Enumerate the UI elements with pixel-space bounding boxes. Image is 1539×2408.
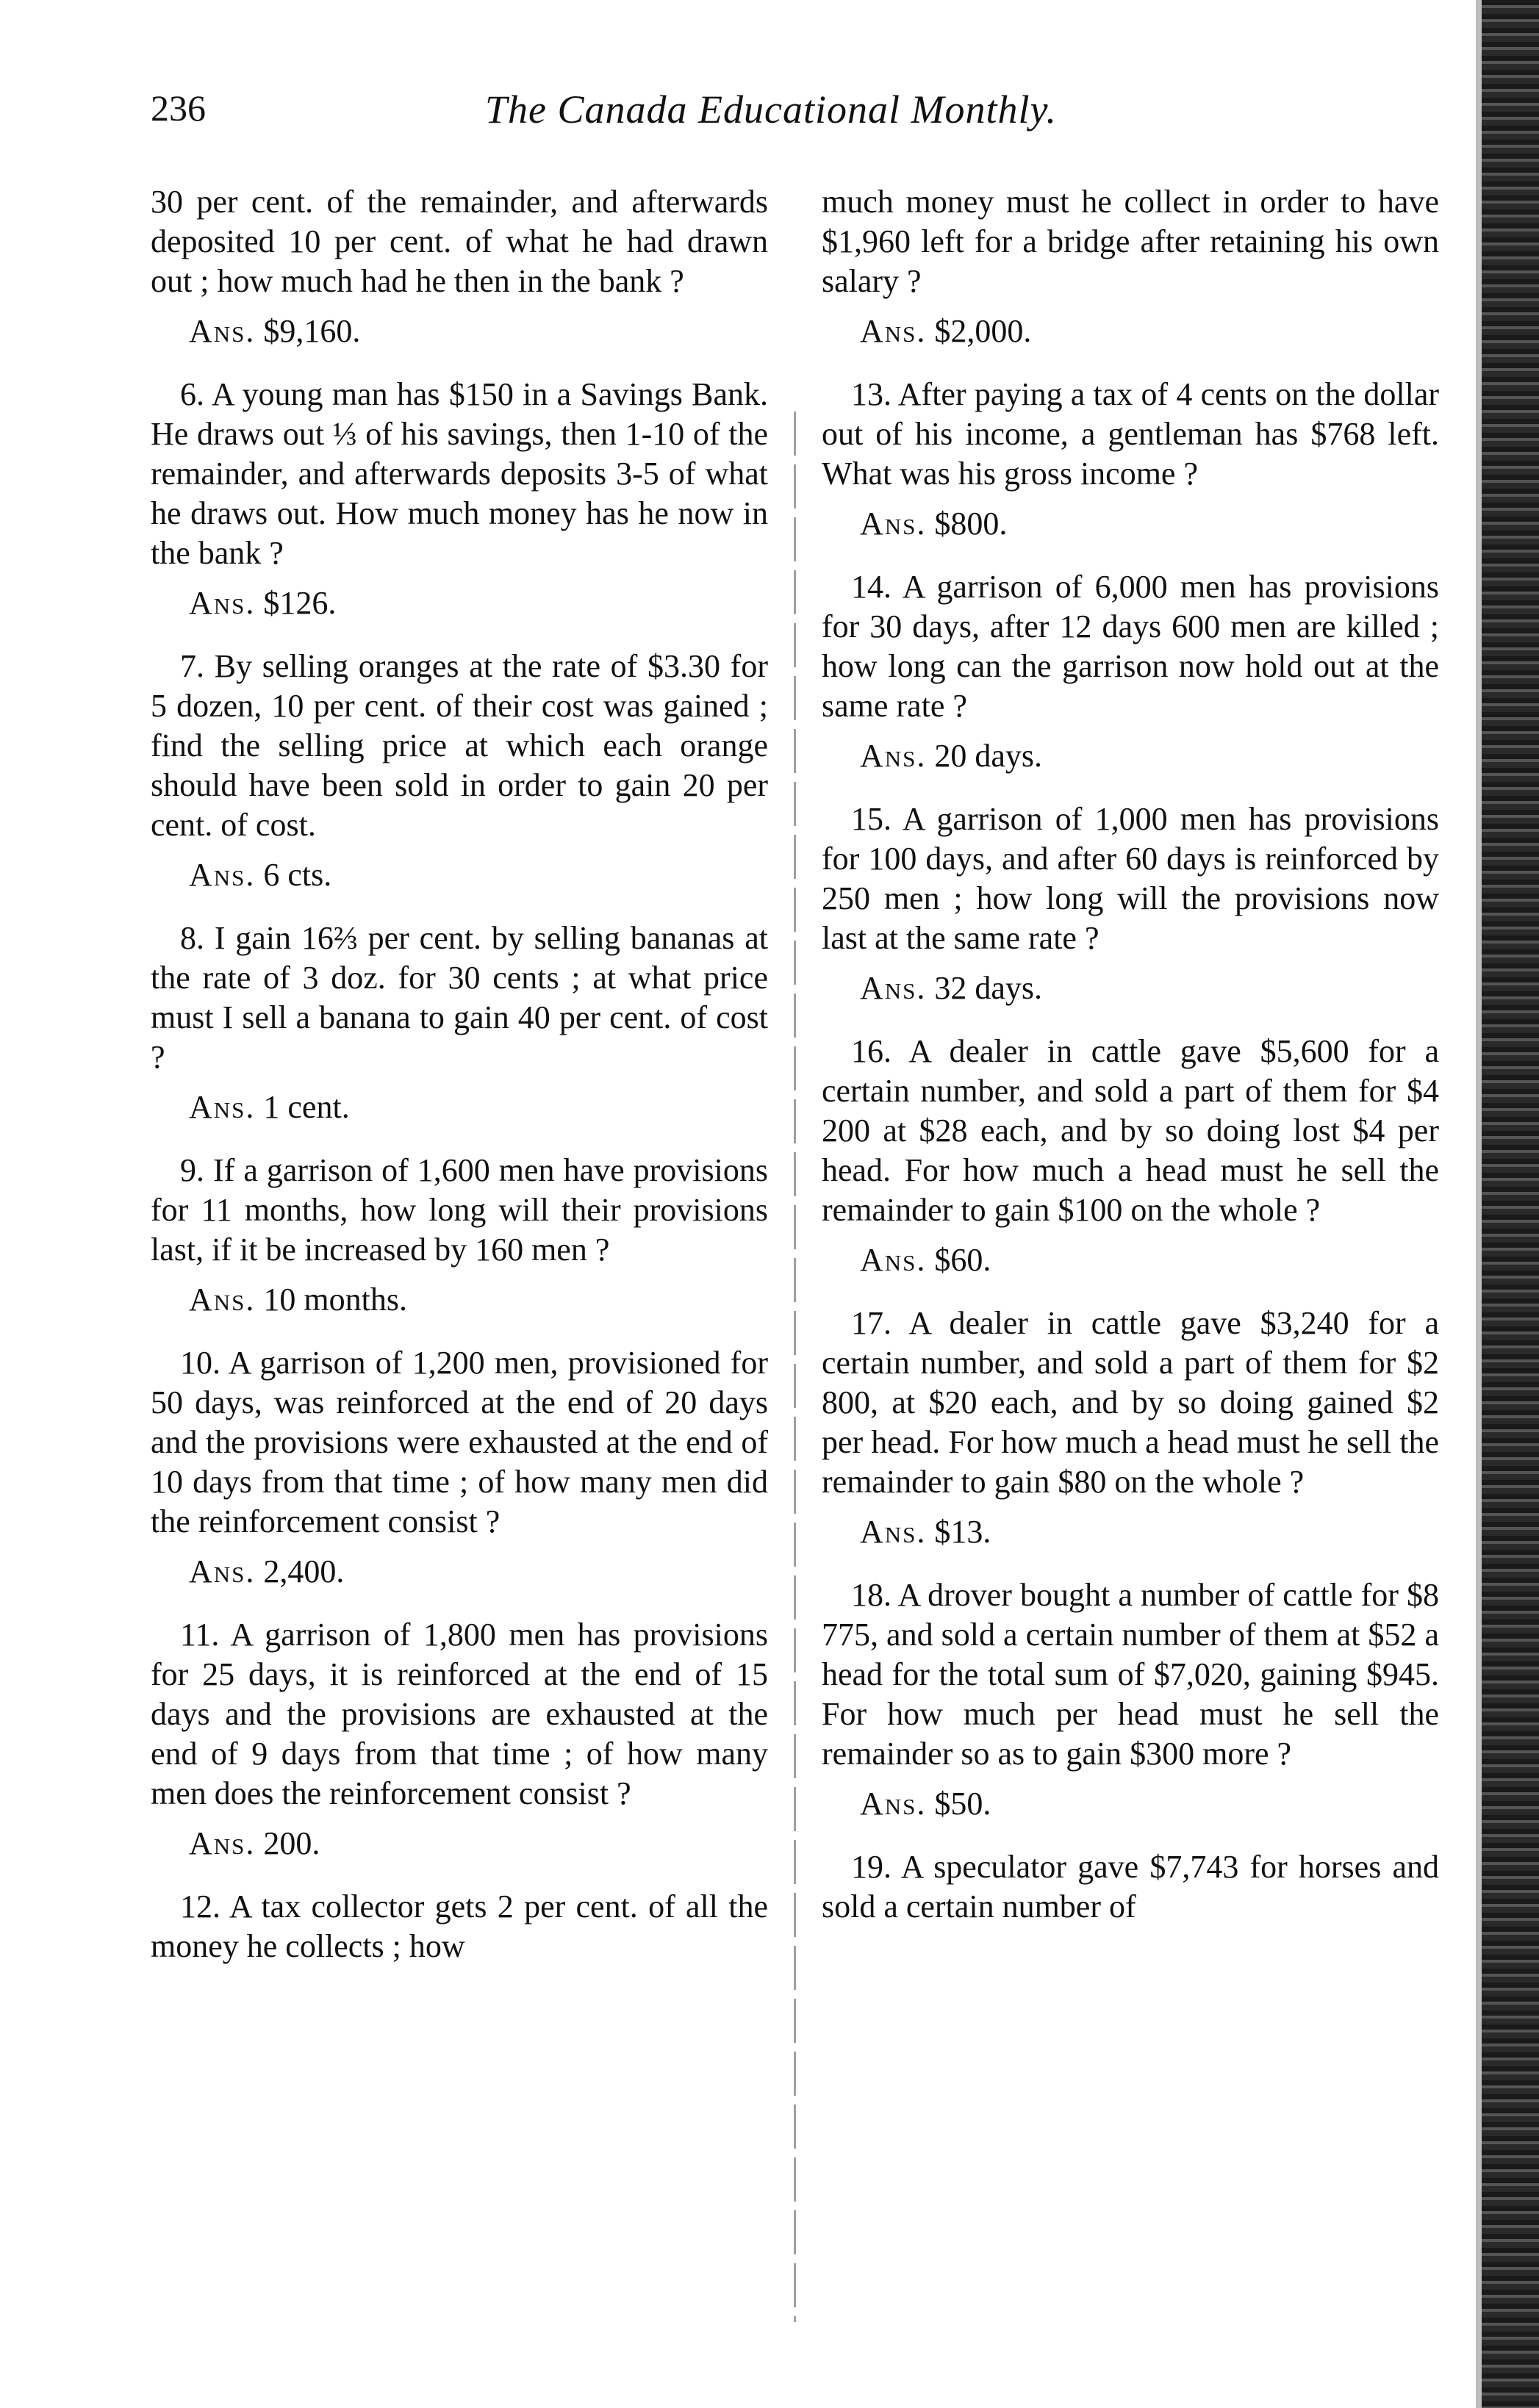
answer-label: Ans.	[189, 1553, 256, 1589]
answer-line	[860, 312, 1439, 351]
answer-line	[860, 736, 1439, 776]
answer-line	[860, 968, 1439, 1008]
answer-label: Ans.	[189, 585, 256, 621]
answer-value: $126.	[263, 585, 337, 621]
column-rule	[794, 411, 796, 2322]
answer-value: $50.	[934, 1786, 991, 1822]
answer-line	[189, 1280, 768, 1320]
answer-label: Ans.	[860, 1786, 927, 1822]
answer-value: 2,400.	[263, 1553, 345, 1589]
answer-value: 10 months.	[263, 1282, 407, 1318]
answer-label: Ans.	[860, 506, 927, 542]
problem-text: 14. A garrison of 6,000 men has provisions for 30 days, after 12 days 600 men are killed ; how long can the garrison now hold out at the same rate ?	[822, 569, 1439, 724]
answer-value: 200.	[263, 1825, 320, 1861]
answer-label: Ans.	[860, 1514, 927, 1550]
answer-line	[860, 1240, 1439, 1280]
answer-label: Ans.	[860, 1242, 927, 1278]
running-title: The Canada Educational Monthly.	[485, 87, 1057, 132]
page-number: 236	[151, 87, 206, 129]
problem-text: 8. I gain 16⅔ per cent. by selling bananas at the rate of 3 doz. for 30 cents ; at what price must I sell a banana to gain 40 per cent. of cost ?	[151, 920, 768, 1075]
problem-text: 12. A tax collector gets 2 per cent. of all the money he collects ; how	[151, 1888, 768, 1964]
answer-value: 1 cent.	[263, 1089, 350, 1125]
problem-text: 7. By selling oranges at the rate of $3.30 for 5 dozen, 10 per cent. of their cost was gained ; find the selling price at which each orange should have been sold in order to gain 20 per cent. of cost.	[151, 648, 768, 843]
answer-label: Ans.	[189, 313, 256, 349]
problem-text: much money must he collect in order to have $1,960 left for a bridge after retaining his own salary ?	[822, 184, 1439, 299]
right-column	[822, 182, 1439, 1937]
problem-text: 16. A dealer in cattle gave $5,600 for a certain number, and sold a part of them for $4 200 at $28 each, and by so doing lost $4 per head. For how much a head must he sell the remainder to gain $100 on the whole ?	[822, 1033, 1439, 1228]
answer-line	[860, 1784, 1439, 1824]
answer-value: 32 days.	[934, 970, 1043, 1006]
problem-text: 9. If a garrison of 1,600 men have provisions for 11 months, how long will their provisions last, if it be increased by 160 men ?	[151, 1152, 768, 1268]
answer-line	[860, 1512, 1439, 1552]
answer-value: $9,160.	[263, 313, 361, 349]
answer-line	[189, 1552, 768, 1592]
answer-label: Ans.	[189, 1282, 256, 1318]
answer-label: Ans.	[860, 313, 927, 349]
problem-text: 19. A speculator gave $7,743 for horses and sold a certain number of	[822, 1849, 1439, 1924]
answer-line	[860, 504, 1439, 544]
left-column	[151, 182, 768, 1977]
answer-line	[189, 1824, 768, 1863]
page-header	[151, 87, 1176, 153]
answer-value: $2,000.	[934, 313, 1032, 349]
answer-line	[189, 583, 768, 623]
answer-line	[189, 312, 768, 351]
problem-text: 13. After paying a tax of 4 cents on the dollar out of his income, a gentleman has $768 left. What was his gross income ?	[822, 376, 1439, 492]
answer-label: Ans.	[860, 970, 927, 1006]
answer-value: 6 cts.	[263, 857, 332, 893]
answer-value: $13.	[934, 1514, 991, 1550]
answer-label: Ans.	[860, 738, 927, 774]
binding-edge	[1482, 0, 1539, 2408]
problem-text: 17. A dealer in cattle gave $3,240 for a certain number, and sold a part of them for $2 800, at $20 each, and by so doing gained $2 per head. For how much a head must he sell the remainder to gain $80 on the whole ?	[822, 1305, 1439, 1500]
answer-line	[189, 855, 768, 895]
problem-text: 15. A garrison of 1,000 men has provisions for 100 days, and after 60 days is reinforced by 250 men ; how long will the provisions now last at the same rate ?	[822, 801, 1439, 956]
problem-text: 11. A garrison of 1,800 men has provisions for 25 days, it is reinforced at the end of 15 days and the provisions are exhausted at the end of 9 days from that time ; of how many men does the reinforcement consist ?	[151, 1617, 768, 1811]
problem-text: 30 per cent. of the remainder, and afterwards deposited 10 per cent. of what he had drawn out ; how much had he then in the bank ?	[151, 184, 768, 299]
problem-text: 10. A garrison of 1,200 men, provisioned for 50 days, was reinforced at the end of 20 days and the provisions were exhausted at the end of 10 days from that time ; of how many men did the reinforcement consist ?	[151, 1345, 768, 1539]
answer-value: $60.	[934, 1242, 991, 1278]
answer-label: Ans.	[189, 1825, 256, 1861]
problem-text: 6. A young man has $150 in a Savings Bank. He draws out ⅓ of his savings, then 1-10 of the remainder, and afterwards deposits 3-5 of what he draws out. How much money has he now in the bank ?	[151, 376, 768, 571]
problem-text: 18. A drover bought a number of cattle for $8 775, and sold a certain number of them at $52 a head for the total sum of $7,020, gaining $945. For how much per head must he sell the remainder so as to gain $300 more ?	[822, 1577, 1439, 1772]
answer-line	[189, 1088, 768, 1127]
answer-value: $800.	[934, 506, 1008, 542]
answer-value: 20 days.	[934, 738, 1043, 774]
binding-shadow	[1476, 0, 1482, 2408]
answer-label: Ans.	[189, 1089, 256, 1125]
answer-label: Ans.	[189, 857, 256, 893]
